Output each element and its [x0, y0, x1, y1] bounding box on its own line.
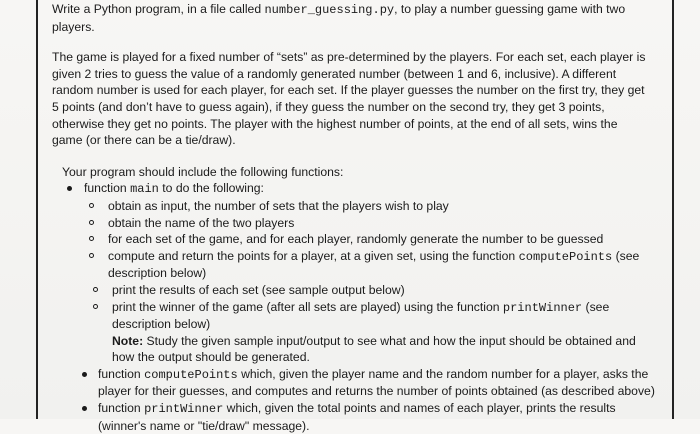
list-item-main: function main to do the following: [52, 180, 667, 198]
hollow-bullet-icon [89, 236, 94, 241]
hollow-bullet-icon [89, 253, 94, 258]
function-name-printwinner-2: printWinner [144, 402, 224, 417]
bullet-icon [67, 186, 72, 191]
hollow-bullet-icon [89, 203, 94, 208]
sub-item-winner: print the winner of the game (after all sets are played) using the function printWinner (see description below) Note: Study the given sample input/output to see what and how the input should be obtained and how the output should be generated. [52, 299, 667, 366]
assignment-text [52, 1, 667, 434]
rules-line: otherwise they get no points. The player with the highest number of points, at the end of all sets, wins the [52, 116, 618, 131]
hollow-bullet-icon [93, 287, 98, 292]
left-border-line [36, 0, 38, 419]
sub-item-random: for each set of the game, and for each player, randomly generate the number to be guessed [52, 231, 667, 248]
file-name: number_guessing.py [264, 3, 395, 17]
sub-item-names: obtain the name of the two players [52, 215, 667, 232]
function-name-printwinner: printWinner [502, 300, 583, 315]
sub-item-compute: compute and return the points for a player, at a given set, using the function computePoints (see description below) [52, 248, 667, 282]
functions-intro: Your program should include the following functions: [62, 164, 344, 179]
sub-item-results: print the results of each set (see sample output below) [52, 282, 667, 299]
function-name-computepoints-2: computePoints [144, 367, 238, 382]
intro-paragraph [52, 1, 667, 35]
bullet-icon [82, 406, 87, 411]
rules-paragraph [52, 49, 667, 149]
sub-item-sets: obtain as input, the number of sets that the players wish to play [52, 198, 667, 215]
list-item-computepoints: function computePoints which, given the player name and the random number for a player, asks the player for their guesses, and computes and returns the number of points obtained (as described above) [52, 366, 667, 400]
function-list [52, 180, 667, 434]
intro-text-b: , to play a number guessing game with two [394, 2, 626, 16]
hollow-bullet-icon [89, 220, 94, 225]
right-border-line [672, 0, 674, 419]
rules-line: game (or there can be a tie/draw). [52, 133, 236, 148]
intro-text-a: Write a Python program, in a file called [52, 2, 265, 16]
bullet-icon [82, 372, 87, 377]
note: Note: Study the given sample input/output to see what and how the input should be obtained and [112, 333, 636, 348]
note-label: Note: [112, 333, 144, 348]
rules-line: 5 points (and don’t have to guess again), if they guess the number on the second try, they get 3 points, [52, 99, 605, 114]
rules-line: random number is used for each player, for each set. If the player guesses the number on the first try, they get [52, 83, 645, 98]
rules-line: The game is played for a fixed number of “sets” as pre-determined by the players. For each set, each player is [52, 50, 646, 65]
hollow-bullet-icon [93, 304, 98, 309]
intro-line-1 [52, 1, 667, 19]
function-name-main: main [130, 182, 159, 197]
rules-line: given 2 tries to guess the value of a randomly generated number (between 1 and 6, inclusive). A different [52, 66, 617, 81]
list-item-printwinner: function printWinner which, given the total points and names of each player, prints the results (winner's name or "tie/draw" message). [52, 400, 667, 434]
function-name-computepoints: computePoints [518, 249, 613, 264]
intro-line-2: players. [52, 19, 95, 34]
